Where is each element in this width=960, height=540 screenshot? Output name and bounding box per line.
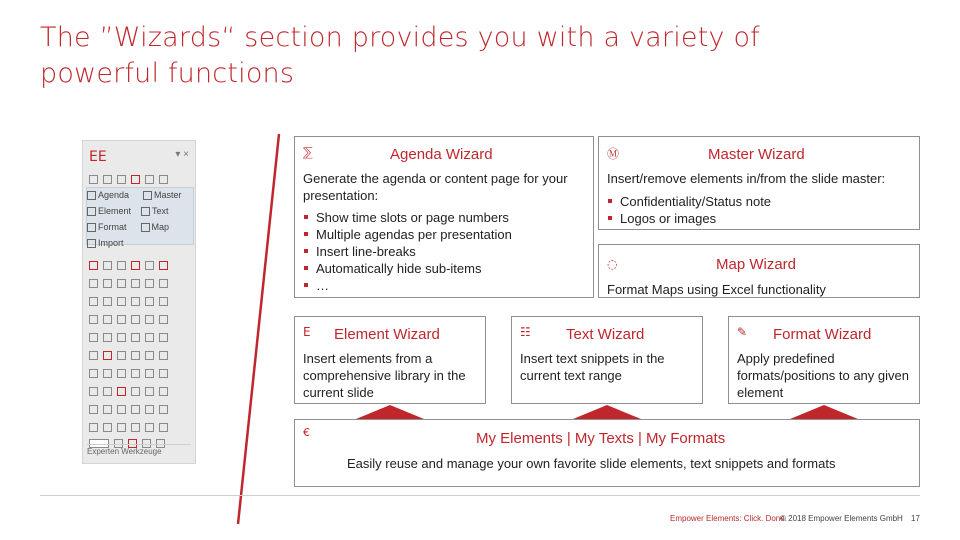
ribbon-format-button[interactable]: Format Map <box>87 222 169 236</box>
map-icon: ◌ <box>607 257 618 271</box>
list-item: Confidentiality/Status note <box>607 193 912 210</box>
element-icon: 𝖤 <box>303 325 311 339</box>
my-elements-box[interactable] <box>294 419 920 487</box>
format-wizard-box[interactable] <box>728 316 920 404</box>
list-item: Multiple agendas per presentation <box>303 226 588 243</box>
list-item: … <box>303 277 588 294</box>
format-wizard-desc: Apply predefined formats/positions to any given element <box>737 351 909 400</box>
list-item: Automatically hide sub-items <box>303 260 588 277</box>
element-wizard-box[interactable] <box>294 316 486 404</box>
footer-copyright: © 2018 Empower Elements GmbH <box>780 514 903 523</box>
map-wizard-title: Map Wizard <box>716 256 797 273</box>
ribbon-agenda-button[interactable]: Agenda Master <box>87 190 182 204</box>
agenda-wizard-desc: Generate the agenda or content page for your presentation: <box>303 171 568 203</box>
text-icon: ☷ <box>520 325 531 339</box>
slide-title: The ”Wizards“ section provides you with a variety of powerful functions <box>40 22 760 89</box>
list-item: Show time slots or page numbers <box>303 209 588 226</box>
text-wizard-title: Text Wizard <box>566 326 645 343</box>
connector-arrow <box>356 405 424 419</box>
my-elements-icon: € <box>303 426 310 439</box>
my-elements-desc: Easily reuse and manage your own favorite slide elements, text snippets and formats <box>347 456 836 471</box>
master-wizard-desc: Insert/remove elements in/from the slide master: <box>607 171 886 186</box>
format-icon: ✎ <box>737 325 748 339</box>
text-wizard-box[interactable] <box>511 316 703 404</box>
master-icon: Ⓜ <box>607 147 620 161</box>
list-item: Logos or images <box>607 210 912 227</box>
text-wizard-desc: Insert text snippets in the current text range <box>520 351 665 383</box>
page-number: 17 <box>911 514 920 523</box>
map-wizard-desc: Format Maps using Excel functionality <box>607 282 826 297</box>
ribbon-import-button[interactable]: Import <box>87 238 124 252</box>
footer-divider <box>40 495 920 496</box>
ribbon-controls[interactable]: ▾ × <box>175 149 189 160</box>
list-item: Insert line-breaks <box>303 243 588 260</box>
my-elements-title: My Elements | My Texts | My Formats <box>476 430 726 447</box>
map-wizard-box[interactable] <box>598 244 920 298</box>
footer-brand: Empower Elements: Click. Done. <box>670 514 787 523</box>
element-wizard-desc: Insert elements from a comprehensive library in the current slide <box>303 351 466 400</box>
format-wizard-title: Format Wizard <box>773 326 872 343</box>
connector-arrow <box>573 405 641 419</box>
agenda-wizard-title: Agenda Wizard <box>390 146 493 163</box>
agenda-wizard-list <box>303 209 588 294</box>
ribbon-header: EE <box>89 149 107 165</box>
agenda-icon: ⅀ <box>303 145 313 159</box>
ribbon-footer: Experten Werkzeuge <box>87 444 191 459</box>
ribbon-element-button[interactable]: Element Text <box>87 206 169 220</box>
connector-arrow <box>790 405 858 419</box>
element-wizard-title: Element Wizard <box>334 326 440 343</box>
master-wizard-list <box>607 193 912 227</box>
master-wizard-title: Master Wizard <box>708 146 805 163</box>
master-wizard-box[interactable] <box>598 136 920 230</box>
agenda-wizard-box[interactable] <box>294 136 594 298</box>
